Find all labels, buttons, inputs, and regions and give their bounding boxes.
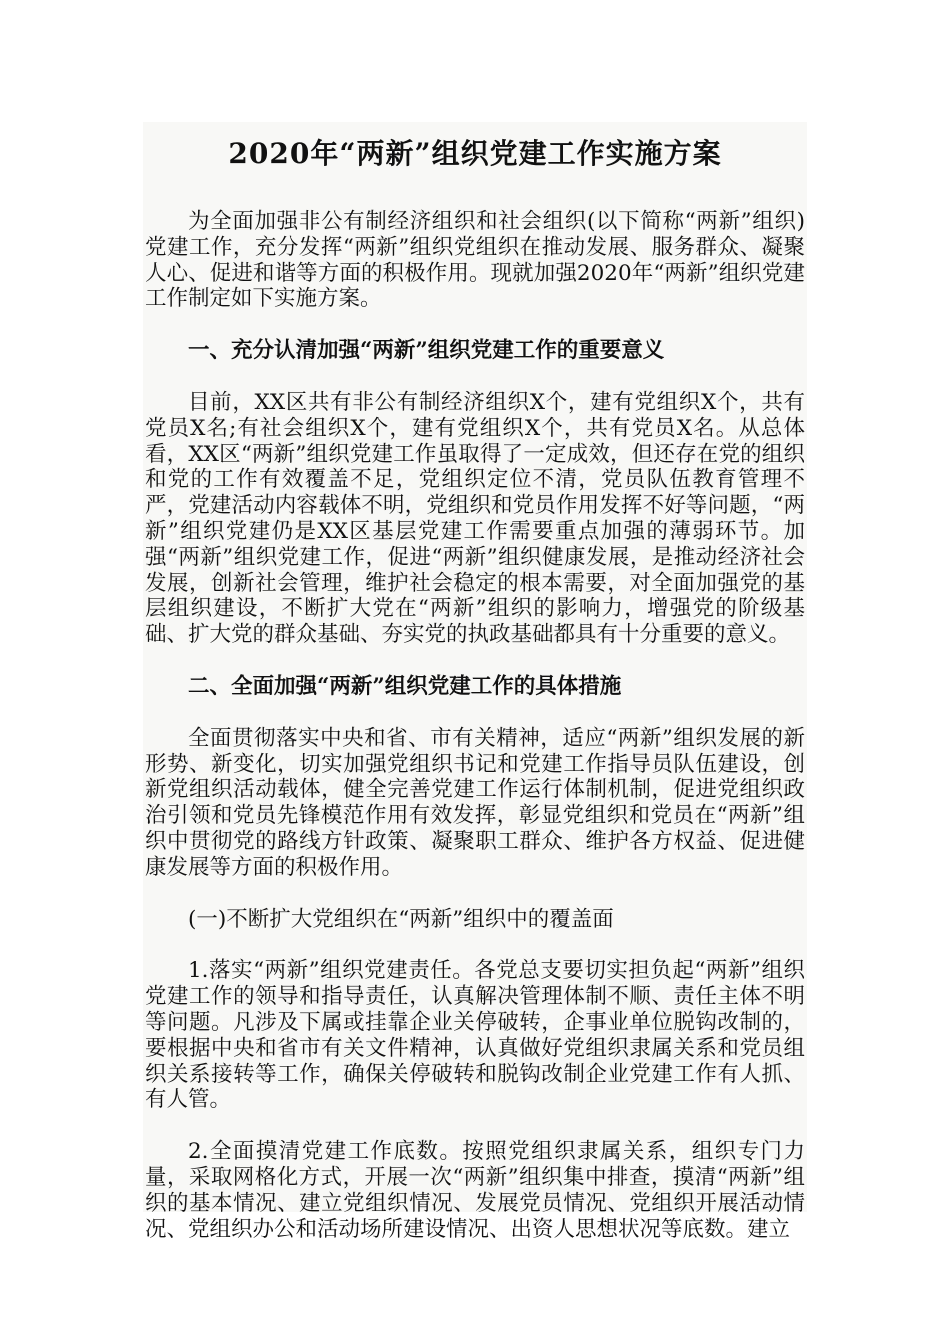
item1-paragraph: 1.落实“两新”组织党建责任。各党总支要切实担负起“两新”组织党建工作的领导和指导责任，认真解决管理体制不顺、责任主体不明等问题。凡涉及下属或挂靠企业关停破转，企事业单位脱钩改制的，要根据中央和省市有关文件精神，认真做好党组织隶属关系和党员组织关系接转等工作，确保关停破转和脱钩改制企业党建工作有人抓、有人管。 (145, 958, 805, 1113)
item2-paragraph: 2.全面摸清党建工作底数。按照党组织隶属关系，组织专门力量，采取网格化方式，开展一次“两新”组织集中排查，摸清“两新”组织的基本情况、建立党组织情况、发展党员情况、党组织开展活动情况、党组织办公和活动场所建设情况、出资人思想状况等底数。建立 (145, 1139, 805, 1242)
subsection1-heading: (一)不断扩大党组织在“两新”组织中的覆盖面 (188, 906, 614, 932)
section1-paragraph: 目前，XX区共有非公有制经济组织X个，建有党组织X个，共有党员X名;有社会组织X个，建有党组织X个，共有党员X名。从总体看，XX区“两新”组织党建工作虽取得了一定成效，但还存在党的组织和党的工作有效覆盖不足，党组织定位不清，党员队伍教育管理不严，党建活动内容载体不明，党组织和党员作用发挥不好等问题，“两新”组织党建仍是XX区基层党建工作需要重点加强的薄弱环节。加强“两新”组织党建工作，促进“两新”组织健康发展，是推动经济社会发展，创新社会管理，维护社会稳定的根本需要，对全面加强党的基层组织建设，不断扩大党在“两新”组织的影响力，增强党的阶级基础、扩大党的群众基础、夯实党的执政基础都具有十分重要的意义。 (145, 389, 805, 648)
document-page (143, 122, 807, 1242)
intro-paragraph: 为全面加强非公有制经济组织和社会组织(以下简称“两新”组织)党建工作，充分发挥“两新”组织党组织在推动发展、服务群众、凝聚人心、促进和谐等方面的积极作用。现就加强2020年“两新”组织党建工作制定如下实施方案。 (145, 209, 805, 312)
section2-paragraph: 全面贯彻落实中央和省、市有关精神，适应“两新”组织发展的新形势、新变化，切实加强党组织书记和党建工作指导员队伍建设，创新党组织活动载体，健全完善党建工作运行体制机制，促进党组织政治引领和党员先锋模范作用有效发挥，彰显党组织和党员在“两新”组织中贯彻党的路线方针政策、凝聚职工群众、维护各方权益、促进健康发展等方面的积极作用。 (145, 725, 805, 880)
document-content (143, 122, 807, 1242)
document-title: 2020年“两新”组织党建工作实施方案 (228, 137, 722, 170)
section2-heading: 二、全面加强“两新”组织党建工作的具体措施 (188, 673, 622, 699)
section1-heading: 一、充分认清加强“两新”组织党建工作的重要意义 (188, 338, 665, 364)
